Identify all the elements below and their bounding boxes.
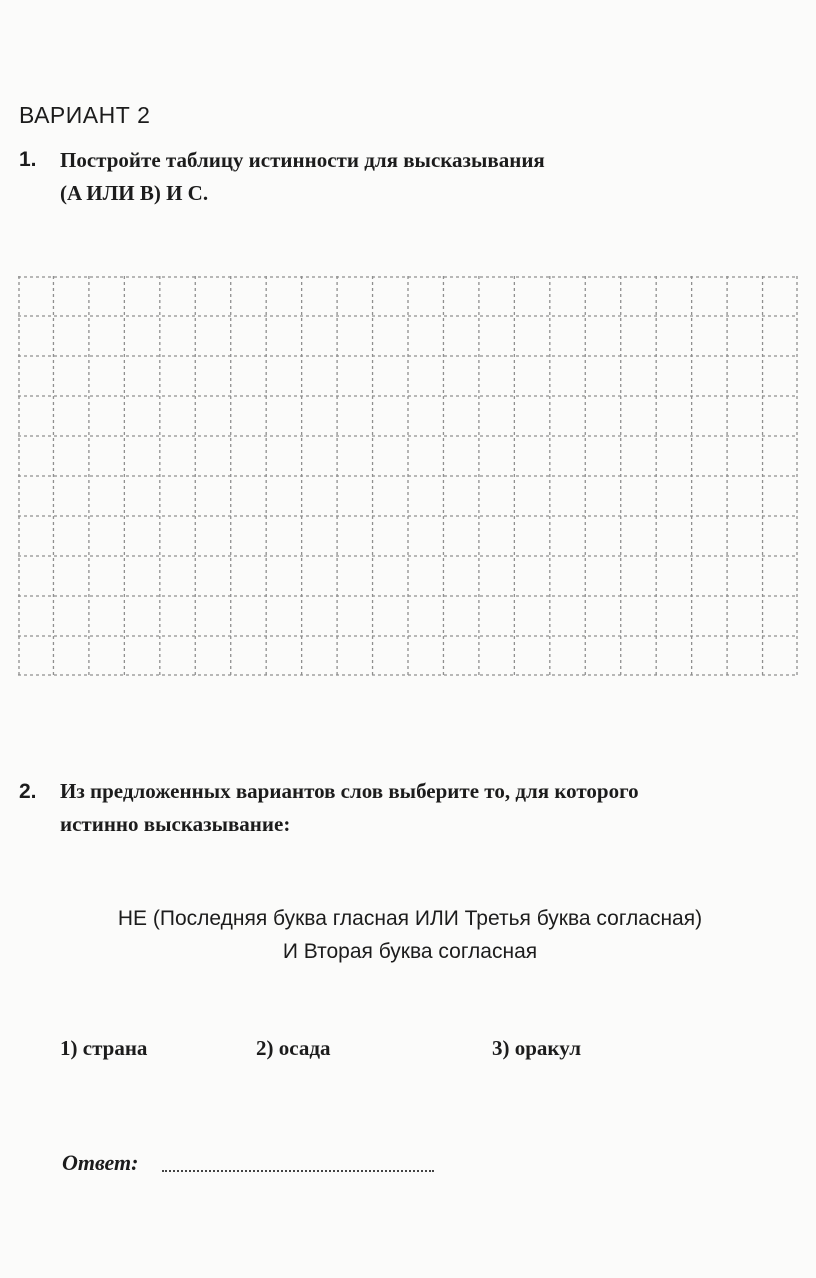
answer-grid[interactable] <box>18 276 798 676</box>
answer-input-line[interactable] <box>162 1170 434 1172</box>
dotted-grid <box>18 276 798 676</box>
expression-line-2: И Вторая буква согласная <box>282 940 538 963</box>
expression-line-1: НЕ (Последняя буква гласная ИЛИ Третья буква согласная) <box>117 907 703 930</box>
question-2-text <box>60 775 805 841</box>
question-2-number: 2. <box>19 780 37 803</box>
option-1: 1) страна <box>60 1036 148 1060</box>
question-2-line-2: истинно высказывание: <box>60 812 291 836</box>
question-1-line-1: Постройте таблицу истинности для высказывания <box>60 148 545 172</box>
logic-expression <box>60 902 760 968</box>
question-1-number: 1. <box>19 148 37 171</box>
variant-heading: ВАРИАНТ 2 <box>19 102 151 128</box>
question-1-line-2: (A ИЛИ B) И C. <box>60 181 209 205</box>
option-2: 2) осада <box>256 1036 331 1060</box>
question-1-text <box>60 144 780 210</box>
answer-label: Ответ: <box>62 1150 139 1175</box>
option-3: 3) оракул <box>492 1036 581 1060</box>
question-2-line-1: Из предложенных вариантов слов выберите то, для которого <box>60 779 639 803</box>
